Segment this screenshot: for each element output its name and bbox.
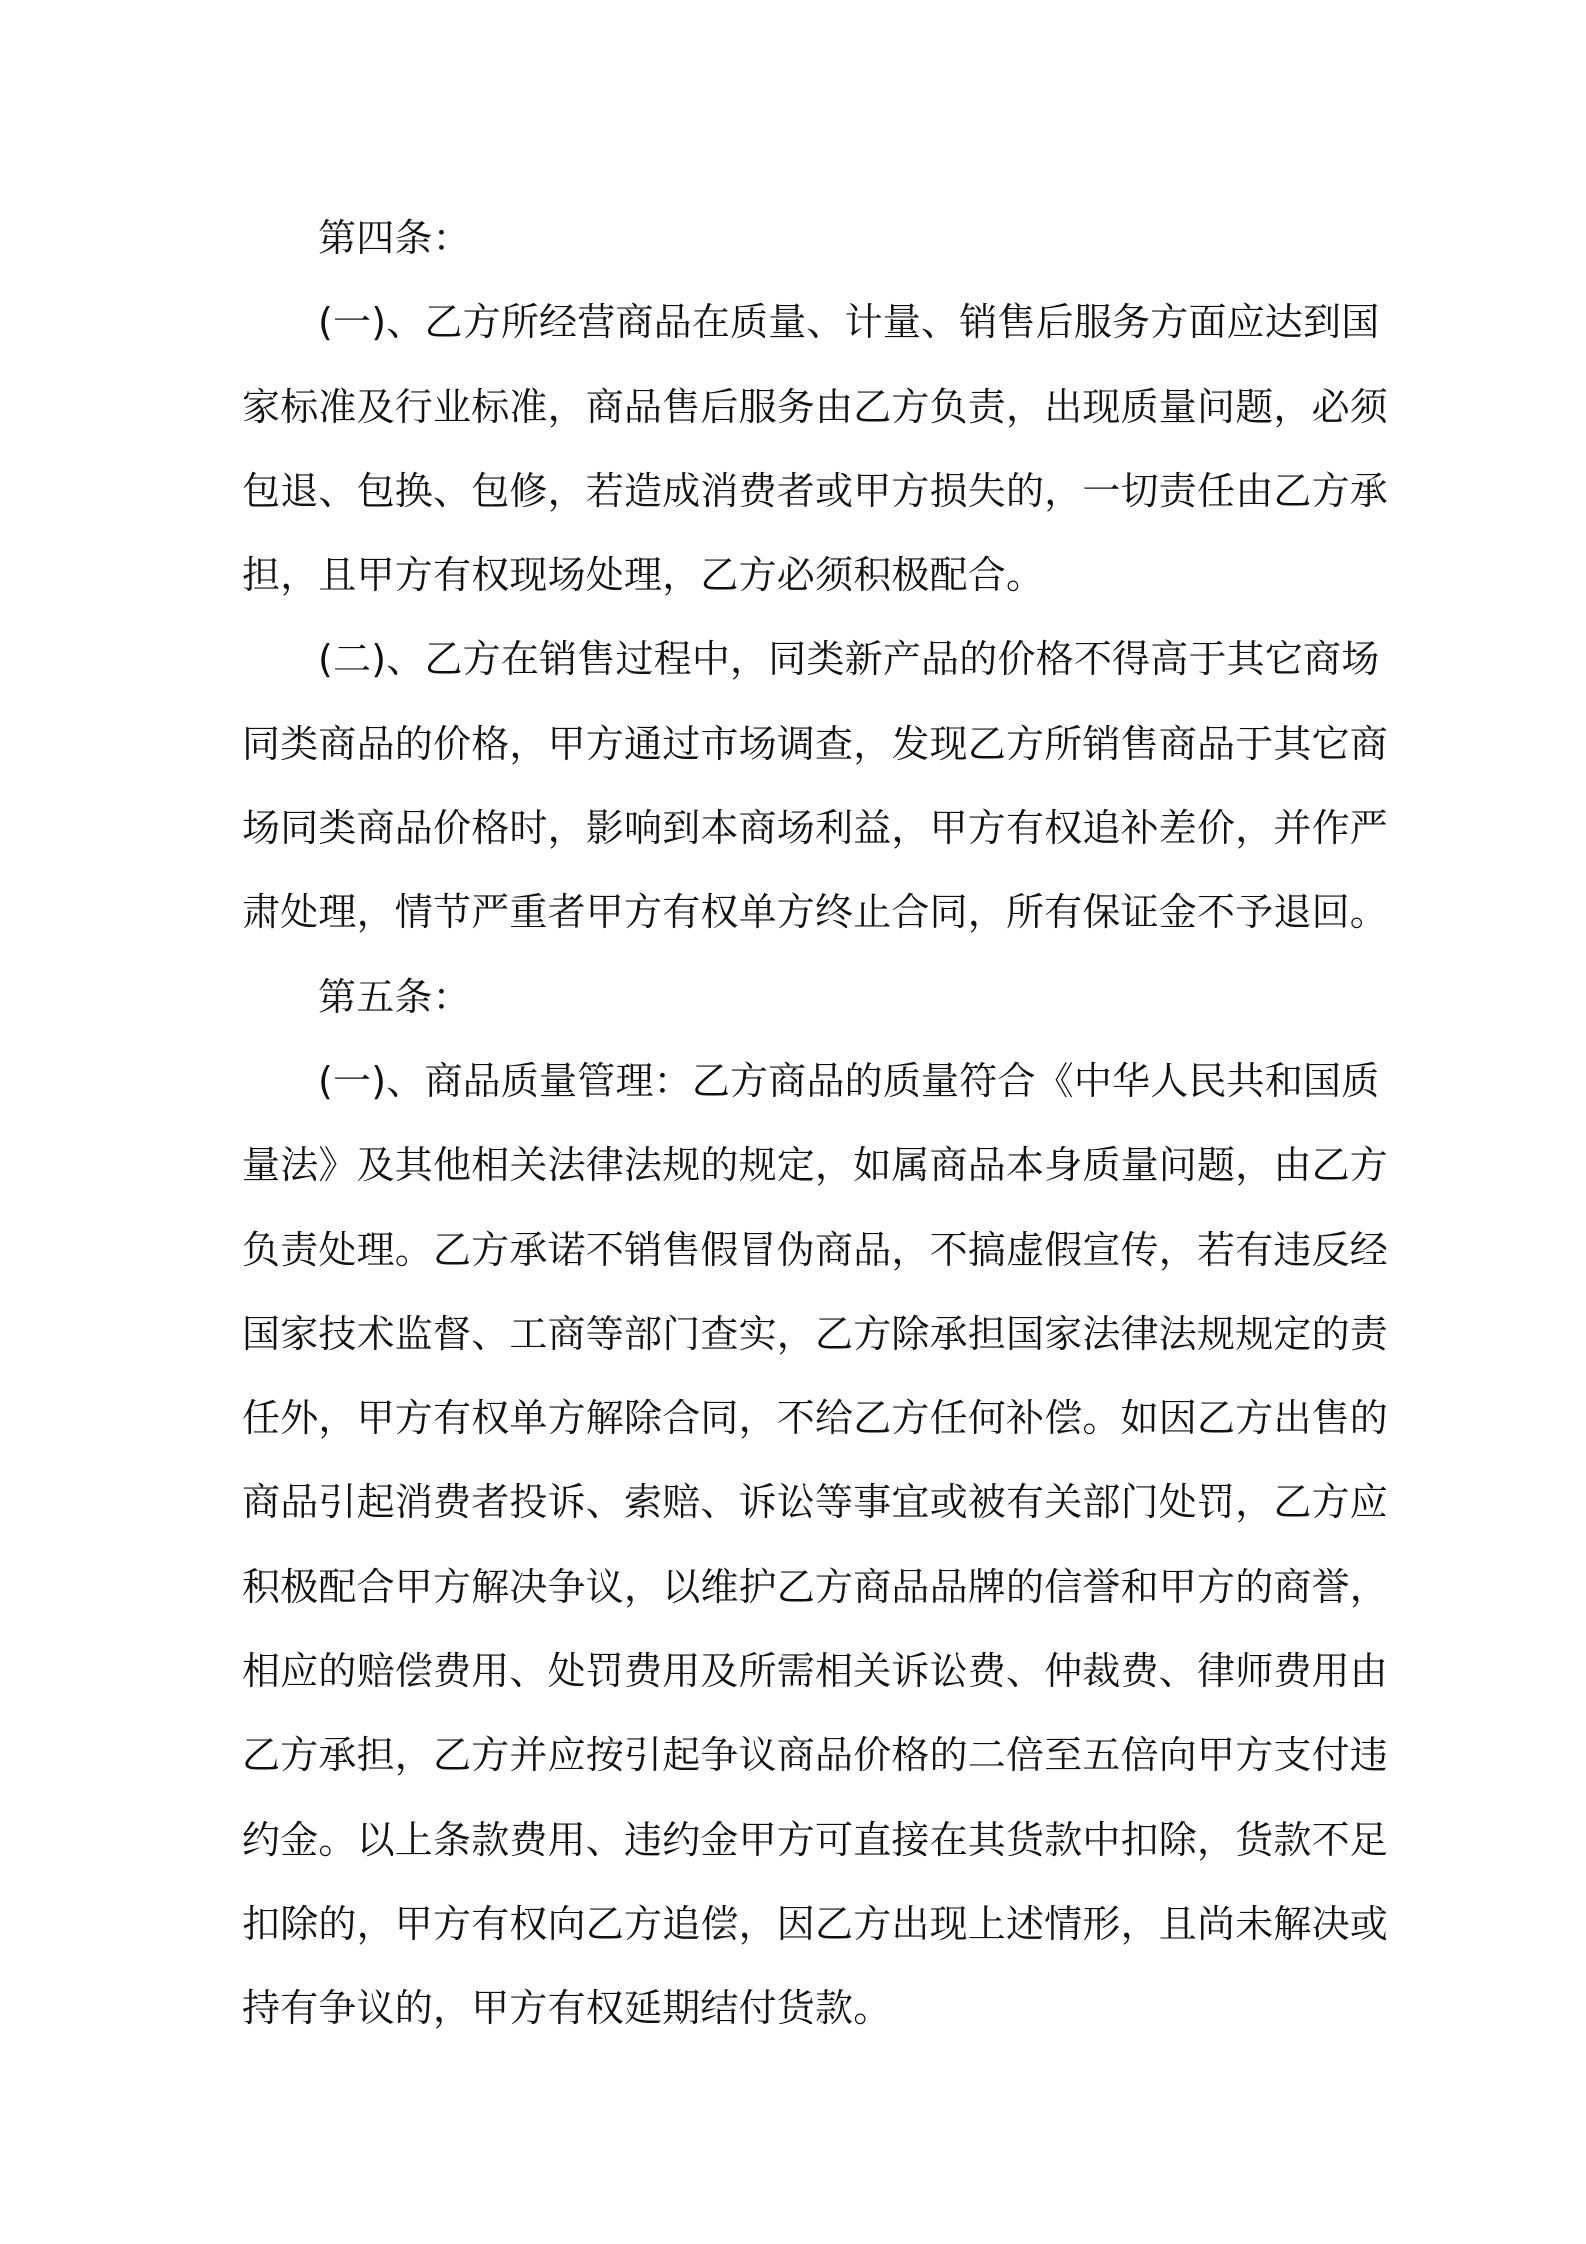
- paragraph-line: 同类商品的价格，甲方通过市场调查，发现乙方所销售商品于其它商: [242, 721, 1389, 766]
- paragraph-line: 约金。以上条款费用、违约金甲方可直接在其货款中扣除，货款不足: [242, 1817, 1389, 1862]
- paragraph-line: 量法》及其他相关法律法规的规定，如属商品本身质量问题，由乙方: [242, 1143, 1389, 1188]
- document-body: [242, 196, 1389, 2051]
- paragraph-line: 积极配合甲方解决争议，以维护乙方商品品牌的信誉和甲方的商誉，: [242, 1564, 1389, 1609]
- article-4-clause-1: [242, 280, 1389, 617]
- paragraph-line: 担，且甲方有权现场处理，乙方必须积极配合。: [242, 553, 1045, 598]
- paragraph-line: (一)、乙方所经营商品在质量、计量、销售后服务方面应达到国: [318, 300, 1380, 345]
- paragraph-line: 任外，甲方有权单方解除合同，不给乙方任何补偿。如因乙方出售的: [242, 1396, 1389, 1441]
- paragraph-line: 商品引起消费者投诉、索赔、诉讼等事宜或被有关部门处罚，乙方应: [242, 1480, 1389, 1525]
- article-4-heading: 第四条：: [318, 216, 471, 260]
- paragraph-line: 负责处理。乙方承诺不销售假冒伪商品，不搞虚假宣传，若有违反经: [242, 1227, 1389, 1272]
- paragraph-line: 包退、包换、包修，若造成消费者或甲方损失的，一切责任由乙方承: [242, 468, 1389, 513]
- article-4-clause-2: [242, 617, 1389, 954]
- paragraph-line: 肃处理，情节严重者甲方有权单方终止合同，所有保证金不予退回。: [242, 890, 1389, 935]
- article-5-clause-1: [242, 1039, 1389, 2051]
- paragraph-line: 乙方承担，乙方并应按引起争议商品价格的二倍至五倍向甲方支付违: [242, 1733, 1389, 1778]
- paragraph-line: 扣除的，甲方有权向乙方追偿，因乙方出现上述情形，且尚未解决或: [242, 1901, 1389, 1946]
- paragraph-line: (二)、乙方在销售过程中，同类新产品的价格不得高于其它商场: [318, 637, 1380, 682]
- paragraph-line: (一)、商品质量管理：乙方商品的质量符合《中华人民共和国质: [318, 1058, 1380, 1103]
- paragraph-line: 场同类商品价格时，影响到本商场利益，甲方有权追补差价，并作严: [242, 806, 1389, 851]
- article-5-heading: 第五条：: [318, 974, 471, 1019]
- paragraph-line: 家标准及行业标准，商品售后服务由乙方负责，出现质量问题，必须: [242, 384, 1389, 429]
- paragraph-line: 相应的赔偿费用、处罚费用及所需相关诉讼费、仲裁费、律师费用由: [242, 1649, 1389, 1694]
- paragraph-line: 持有争议的，甲方有权延期结付货款。: [242, 1986, 892, 2031]
- paragraph-line: 国家技术监督、工商等部门查实，乙方除承担国家法律法规规定的责: [242, 1311, 1389, 1356]
